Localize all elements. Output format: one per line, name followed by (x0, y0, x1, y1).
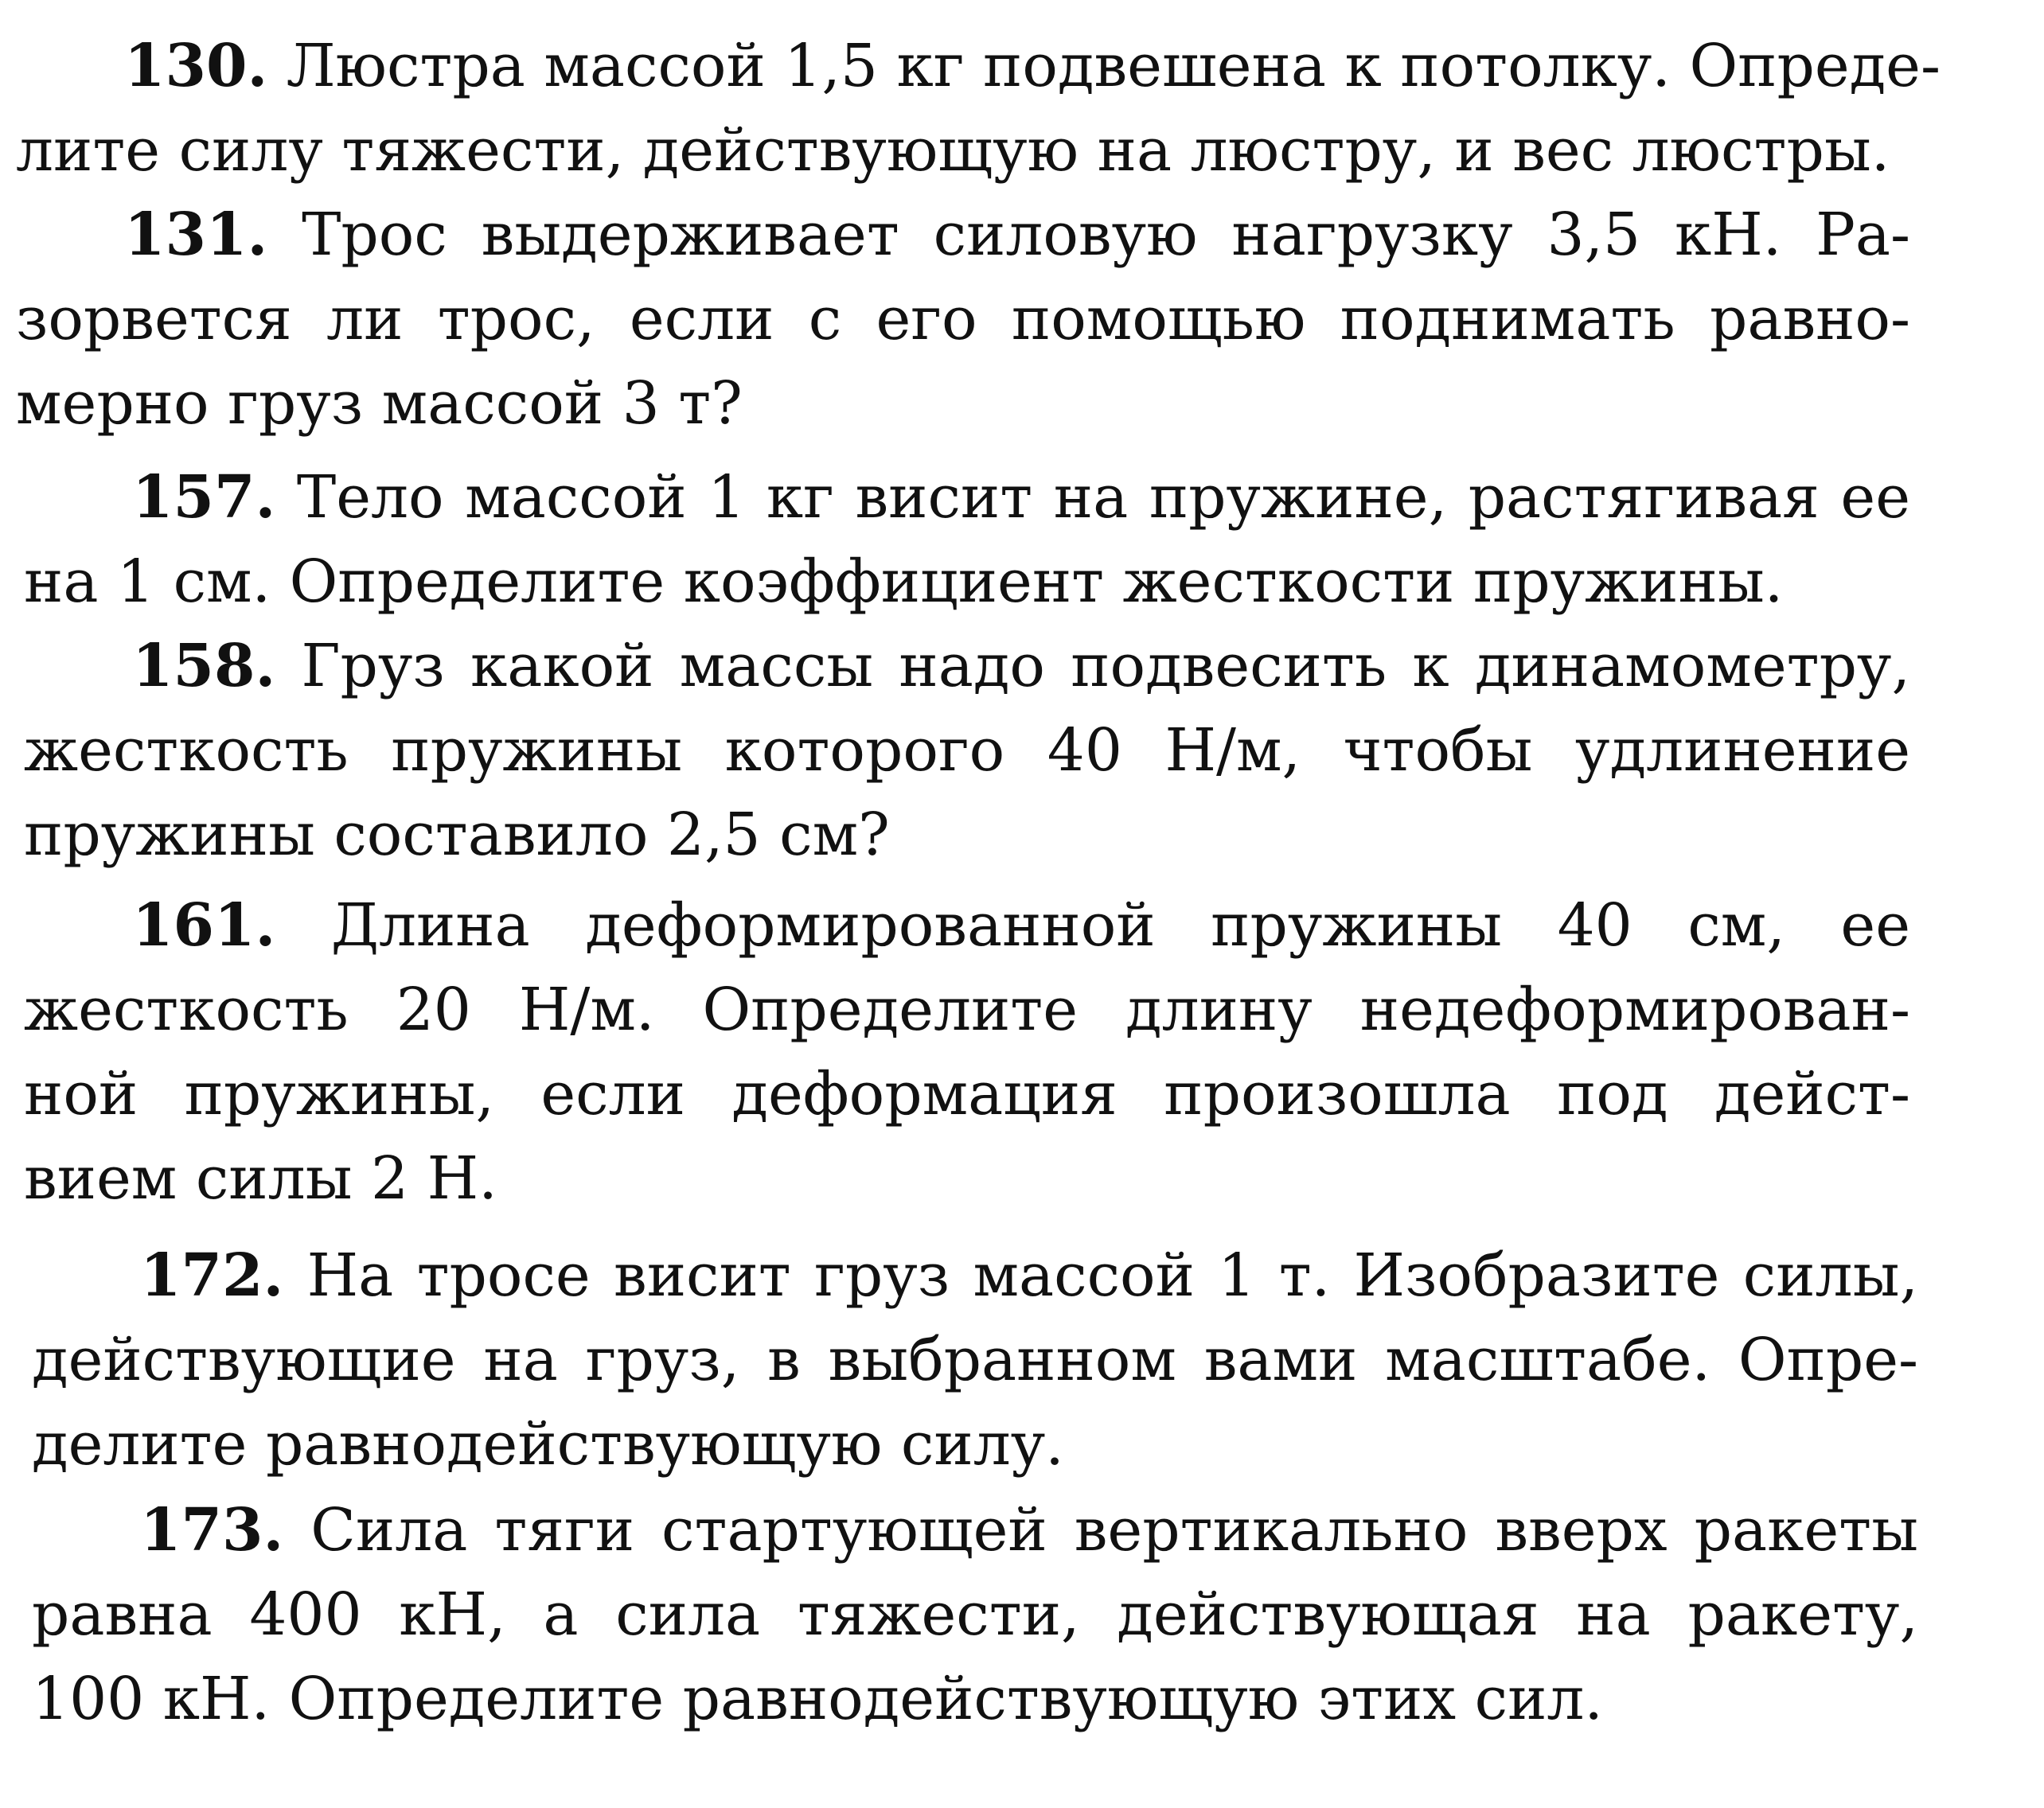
problem-line: делите равнодействующую силу. (32, 1410, 1064, 1479)
problem-number: 131. (124, 201, 268, 269)
problem-line (24, 624, 1910, 708)
problem-text: Сила тяги стартующей вертикально вверх ракеты (310, 1496, 1918, 1564)
problem-line: лите силу тяжести, действующую на люстру, и вес люстры. (16, 116, 1890, 185)
problem-line (24, 455, 1910, 540)
problem-line: вием силы 2 Н. (24, 1144, 497, 1213)
problem-line: жесткость 20 Н/м. Определите длину недеформирован- (24, 976, 1910, 1044)
problem-line: 100 кН. Определите равнодействующую этих сил. (32, 1665, 1603, 1733)
problem-line (24, 883, 1910, 968)
problem-line: на 1 см. Определите коэффициент жесткости пружины. (24, 547, 1784, 616)
problem-text: Тело массой 1 кг висит на пружине, растягивая ее (296, 463, 1910, 532)
problem-text: Длина деформированной пружины 40 см, ее (330, 891, 1910, 960)
problem-line: зорвется ли трос, если с его помощью поднимать равно- (16, 285, 1910, 353)
problem-130 (16, 24, 1941, 193)
problem-text: На тросе висит груз массой 1 т. Изобразите силы, (306, 1241, 1918, 1310)
problem-line (16, 193, 1910, 277)
problem-number: 157. (132, 463, 276, 532)
problem-number: 130. (124, 32, 268, 100)
problem-number: 172. (140, 1241, 284, 1310)
problem-line (16, 24, 1941, 108)
problem-line: равна 400 кН, а сила тяжести, действующая на ракету, (32, 1580, 1918, 1649)
problem-line: мерно груз массой 3 т? (16, 369, 743, 438)
problem-161 (24, 883, 1910, 1221)
problem-line: жесткость пружины которого 40 Н/м, чтобы удлинение (24, 716, 1910, 785)
problem-number: 158. (132, 632, 276, 700)
problem-line: ной пружины, если деформация произошла под дейст- (24, 1060, 1910, 1128)
problem-line: пружины составило 2,5 см? (24, 801, 890, 869)
problem-number: 173. (140, 1496, 284, 1564)
problem-173 (32, 1488, 1918, 1741)
problem-line (32, 1488, 1918, 1572)
problem-131 (16, 193, 1910, 446)
problem-line (32, 1233, 1918, 1318)
problem-172 (32, 1233, 1918, 1487)
problem-157 (24, 455, 1910, 624)
problem-line: действующие на груз, в выбранном вами масштабе. Опре- (32, 1326, 1918, 1394)
problem-text: Трос выдерживает силовую нагрузку 3,5 кН. Ра- (302, 201, 1910, 269)
problem-text: Люстра массой 1,5 кг подвешена к потолку. Опреде- (286, 32, 1941, 100)
problem-158 (24, 624, 1910, 877)
problem-text: Груз какой массы надо подвесить к динамометру, (301, 632, 1910, 700)
problem-number: 161. (132, 891, 276, 960)
